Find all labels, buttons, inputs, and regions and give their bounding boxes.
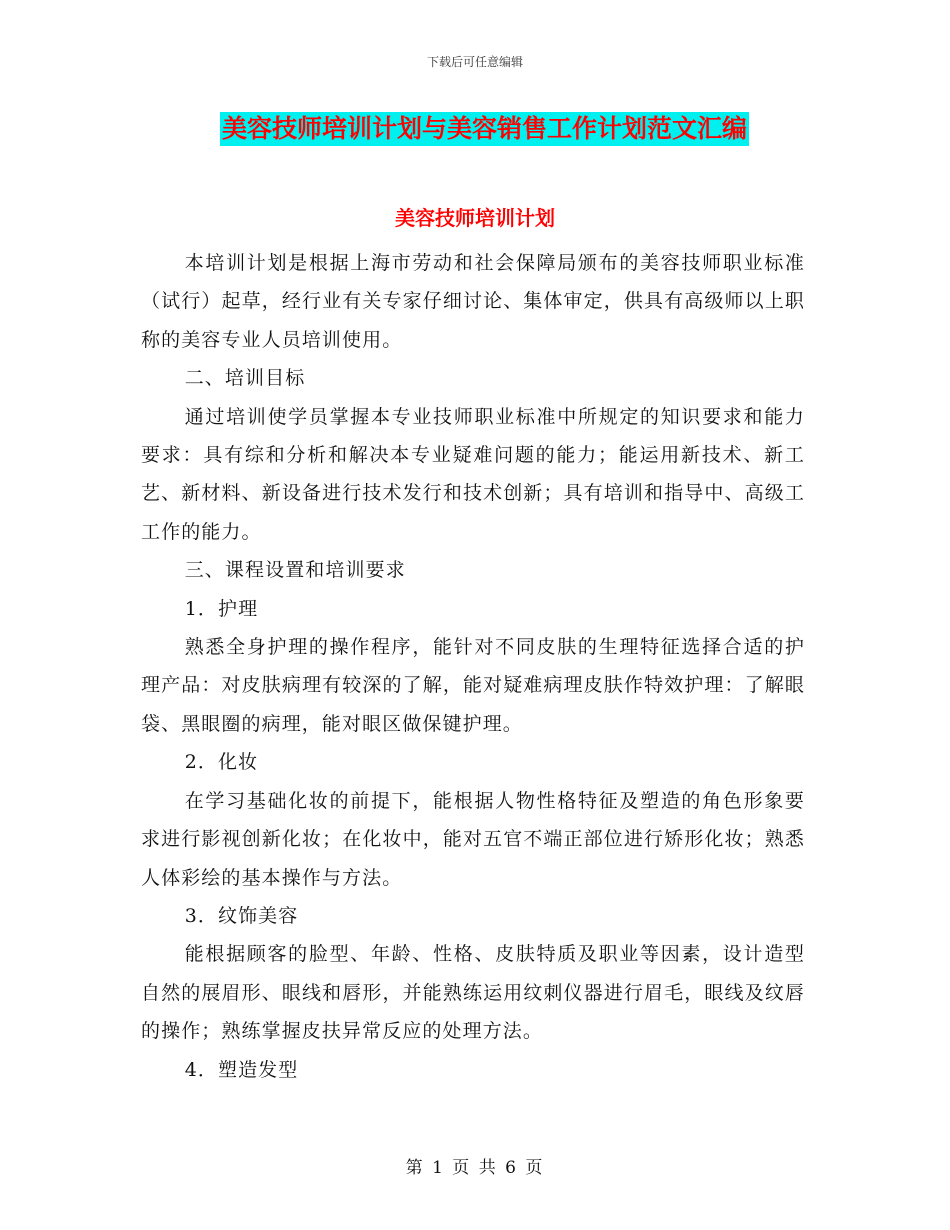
document-body [141,244,805,1089]
intro-paragraph: 本培训计划是根据上海市劳动和社会保障局颁布的美容技师职业标准（试行）起草，经行业有关专家仔细讨论、集体审定，供具有高级师以上职称的美容专业人员培训使用。 [141,252,805,351]
training-goals-paragraph: 通过培训使学员掌握本专业技师职业标准中所规定的知识要求和能力要求：具有综和分析和解决本专业疑难问题的能力；能运用新技术、新工艺、新材料、新设备进行技术发行和技术创新；具有培训和指导中、高级工工作的能力。 [141,405,805,543]
page-number-footer: 第 1 页 共 6 页 [405,1158,545,1178]
page-header-note: 下载后可任意编辑 [426,55,523,69]
subheading-hair-styling: 4．塑造发型 [184,1058,299,1081]
heading-training-goals: 二、培训目标 [184,367,306,390]
section-title: 美容技师培训计划 [395,206,555,230]
makeup-paragraph: 在学习基础化妆的前提下，能根据人物性格特征及塑造的角色形象要求进行影视创新化妆；在化妆中，能对五官不端正部位进行矫形化妆；熟悉人体彩绘的基本操作与方法。 [141,789,805,889]
subheading-care: 1．护理 [184,597,259,620]
subheading-tattoo-beauty: 3．纹饰美容 [184,904,299,927]
tattoo-beauty-paragraph: 能根据顾客的脸型、年龄、性格、皮肤特质及职业等因素，设计造型自然的展眉形、眼线和唇形，并能熟练运用纹刺仪器进行眉毛，眼线及纹唇的操作；熟练掌握皮扶异常反应的处理方法。 [141,943,805,1043]
heading-curriculum: 三、课程设置和培训要求 [184,559,406,582]
document-title: 美容技师培训计划与美容销售工作计划范文汇编 [220,112,749,146]
subheading-makeup: 2．化妆 [184,751,259,774]
care-paragraph: 熟悉全身护理的操作程序，能针对不同皮肤的生理特征选择合适的护理产品：对皮肤病理有较深的了解，能对疑难病理皮肤作特效护理：了解眼袋、黑眼圈的病理，能对眼区做保键护理。 [141,636,805,735]
